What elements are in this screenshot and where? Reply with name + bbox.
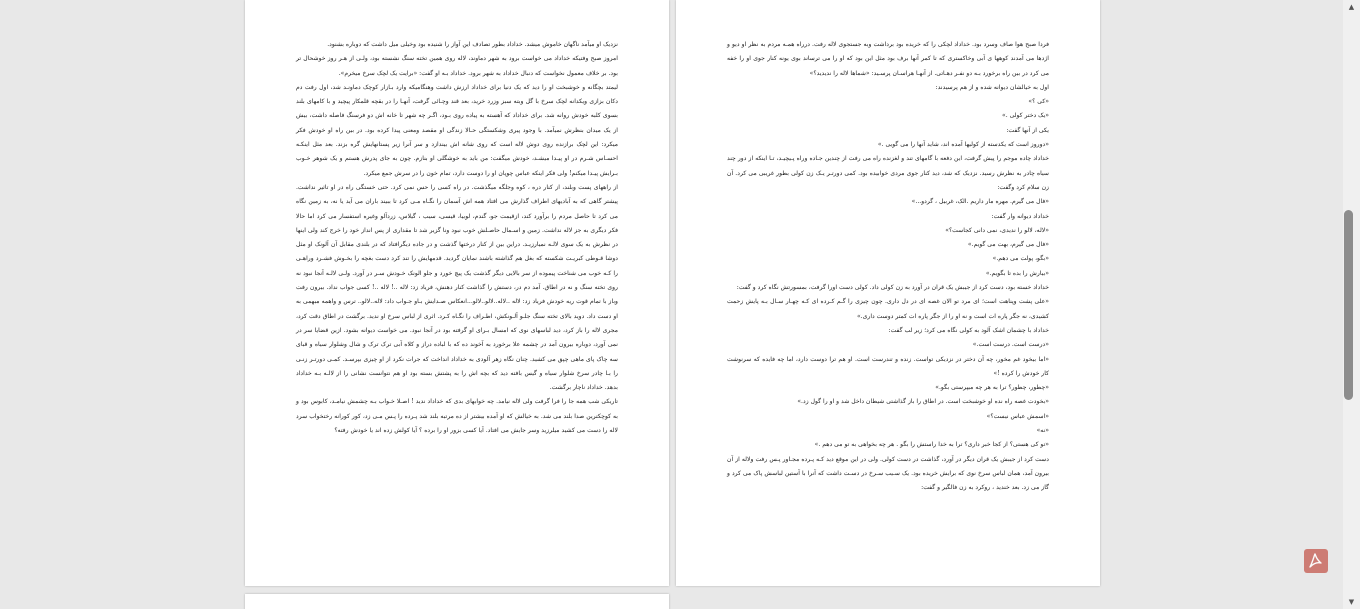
paragraph: «فال می گیرم. مهره مار داریم .الک، غربیل ، گردو...» [911, 198, 1049, 206]
paragraph: «اما بیخود غم مخور، چه آن دختر در نزدیکی تواست. زنده و تندرست است. او هم ترا دوست دارد، اما چه فایده که سرنوشت کار خودش را کرده !» [727, 355, 1049, 377]
paragraph: تاریکی شب همه جا را فرا گرفت ولی لاله نیامد. چه خوابهای بدی که خداداد ندید ! اصـلا خـواب بـه چشمش نیامـد، کابوس بود و به کوچکترین صدا بلند می شد. به خیالش که او آمده بیشتر از ده مرتبه بلند شد پـرده را پـس مـی زد، کور کورانه رختخواب سرد لاله را دست می کشید میلرزید وسر جایش می افتاد. آیا کسی بزور او را برده ؟ آیا کولش زده اند یا خودش رفته؟ [296, 398, 618, 435]
page-text-left [296, 38, 618, 438]
paragraph: «چطور، چطور؟ ترا به هر چه میپرستی بگو.» [935, 384, 1049, 392]
paragraph: خداداد خسته بود، دست کرد از جیبش یک قران در آورد به زن کولی داد. کولی دست اورا گرفت، بمسورتش نگاه کرد و گفت: [736, 284, 1049, 292]
paragraph: امروز صبح وفتیکه خداداد می خواست برود به شهر دماوند، لاله روی همین تخته سنگ نشسته بود، ولـی از هـر روز خوشحال تر بود. بر خلاف معمول نخواست که دنبال خداداد به شهر برود. خداداد بـه او گفت: «برایت یک لچک سرخ میخرم». [296, 55, 618, 77]
document-page-right [676, 0, 1100, 586]
document-page-left [245, 0, 669, 586]
paragraph: فردا صبح هوا صاف وسرد بود. خداداد لچکی را که خریده بود برداشت وبه جستجوی لاله رفت. درراه همـه مردم به نظر او دیو و اژدها می آمدند کوهها ی آبی وخاکستری که تا کمر آنها برف بود مثل این بود که او را می ترساند بوی یونه کنار جوی او را خفه می کرد در بین راه برخورد بـه دو نفـر دهـاتی. از آنهـا هراسـان پرسـید: «شماها لاله را ندیدید؟» [727, 41, 1049, 77]
paragraph: «بیارش را بده تا بگویم.» [985, 269, 1049, 277]
paragraph: خداداد دیوانه وار گفت: [991, 212, 1049, 220]
paragraph: نزدیک او میآمد ناگهان خاموش میشد. خداداد بطور تصادف این آواز را شنیده بود وخیلی میل داشت که دوباره بشنود. [327, 41, 618, 48]
paragraph: «بخودت غصه راه نده او خوشبخت است. در اطاق را باز گذاشتی شیطان داخل شد و او را گول زد.» [797, 398, 1049, 406]
paragraph: خداداد با چشمان اشک آلود به کولی نگاه می کرد؛ زیر لب گفت: [888, 326, 1049, 334]
paragraph: «نه» [1036, 427, 1049, 435]
paragraph: «تو کی هستی؟ از کجا خبر داری؟ ترا به خدا راستش را بگو . هر چه بخواهی به تو می دهم .» [814, 441, 1049, 449]
paragraph: «دوروز است که یکدسته از کولیها آمده اند، شاید آنها را می گویی .» [877, 141, 1049, 149]
chevron-up-icon[interactable]: ▲ [1348, 3, 1355, 11]
vertical-scrollbar[interactable] [1343, 0, 1360, 609]
paragraph: دست کرد از جیبش یک قران دیگر در آورد، گذاشت در دست کولی. ولی در این موقع دید کـه پـرده مجـاور پـس رفت ولاله از آن بیرون آمد، همان لباس سرخ نوی که برایش خریده بود. یک سـیب سـرخ در دسـت داشت که آنرا با آستین لباسش پاک می کرد و گاز می زد. بعد خندید ، روکرد به زن فالگیر و گفت: [727, 455, 1049, 492]
chevron-down-icon[interactable]: ▼ [1348, 598, 1355, 606]
paragraph: «کی ؟» [1028, 98, 1049, 106]
paragraph: «فال می گیرم، بهت می گویم.» [967, 241, 1049, 249]
page-text-right [727, 38, 1049, 496]
paragraph: یکی از آنها گفت: [1006, 126, 1049, 134]
scrollbar-thumb[interactable] [1344, 210, 1353, 400]
paragraph: «علی پشت وپناهت است؛ ای مرد تو الان غصه ای در دل داری. چون چیزی را گـم کـرده ای کـه چهـار سـال بـه پایش زحمت کشیدی، نه جگر پاره ات است و نه او را از جگر پاره ات کمتر دوست داری.» [727, 298, 1049, 320]
paragraph: خداداد چاده موجم را پیش گرفت، این دفعه با گامهای تند و لغزنده راه می رفت از چندین جـاده وراه پـیچیـد، تـا اینکه از دور چند سیاه چادر به نظرش رسید. نزدیک که شد، دید کنار جوی مردی خوابیده بود. کمی دورتـر یـک زن کولی بطور غریبی می کرد. آن زن سلام کرد وگفت: [727, 155, 1049, 191]
paragraph: «بگو، پولت می دهم.» [992, 255, 1049, 263]
paragraph: از راههای پست وبلند، از کنار دره ، کوه وجلگه میگذشت. در راه کسی را حس نمی کرد. حتی خستگی راه در او تاثیر نداشت. پیشتر گاهی که به آبادیهای اطراف گذارش می افتاد همه اش آسمان را نگـاه مـی کرد تا ببیند باران می آید یا نه، به زمین نگاه می کرد تا حاصل مردم را برآورد کند، ازقیمت جو، گندم، لوبیا، قیسی، سیب ، گیلاس، زردآلو وغیره استفسار می کرد اما حالا فکر دیگری به جز لاله نداشت. زمین و اسـمال حاصـلش خوب نبود ونا گزیر شد تا مقداری از پس انداز خود را خرج کند ولی اینها در نظرش به یک سوی لالـه نمیارزیـد. دراین بین از کنار درختها گذشت و در جاده دیگرافتاد که در بلندی مقابل آن آلونک او مثل دوشا قـوطی کبریـت شکسته که بغل هم گذاشته باشند نمایان گردید. قدمهایش را تند کرد دست بغچه را بخـوش فشـرد وراهـی را کـه خوب می شناخت پیموده از سر بالایی دیگر گذشت یک پیچ خورد و جلو الونک خـودش سـر در آورد. ولـی لالـه آنجا نبود نه روی تخته سنگ و نه در اطاق. آمد دم در، دستش را گذاشت کنار دهنش، فریاد زد: لاله ..! لاله ..! کسی جواب نداد. بیرون رفت وباز با تمام قوت ریه خودش فریاد زد: لاله ..لاله..لالو..لالو...انعکاس صـدایش بـاو جـواب داد: لاله..لالو.. ترس و واهمه مبهمی به او دست داد. دوید بالای تخته سنگ جلـو آلـونکش، اطـراف را نگـاه کـرد. اثری از لباس سرخ او ندید. برگشت در اطاق دقت کرد، مجری لاله را باز کرد، دید لباسهای نوی که امسال بـرای او گرفته بود در آنجا نبود. می خواست دیوانه بشود. ازین قضایا سر در نمی آورد، دوباره بیرون آمد در چشمه علا برخورد به آخوند ده که با لباده دراز و کلاه آبی ترک ترک و شال وشلوار سیاه و قبای سه چاک پای ماهی چپق می کشید. چنان نگاه زهر آلودی به خداداد انداخت که جرات نکرد از او چیزی بپرسـد. کمـی دورتـر زنـی را بـا چادر سرخ شلوار سیاه و گیس بافته دید که بچه اش را به پشتش بسته بود او هم نتوانست نشانی را از لالـه بـه خداداد بدهد. خداداد ناچار برگشت. [296, 183, 618, 392]
paragraph: «اسمش عباس نیست؟» [986, 412, 1049, 420]
document-page-next [245, 594, 669, 609]
paragraph: لیمتد بچگانه و خوشبخت او را دید که یک دنیا برای خداداد ارزش داشت وهنگامیکه وارد بـازار کوچک دماونـد شد، اول رفت دم دکان بزازی ویکدانه لچک سرخ با گل وبته سبز وزرد خرید، بعد قند وچـائی گرفت، آنهـا را در بقچه قلمکار پیچید و با کامهای بلند بسوی کلبه خودش روانه شد. برای خداداد که آهسته به پیاده روی بـود، اگـر چه شهر تا خانه اش دو فرسنگ فاصله داشت، بیش از یک میدان بنظرش نمیآمد. با وجود پیری وشکستگی حـالا زندگی او مقصد ومعنی پیدا کرده بود. در بین راه او خودش فکر میکرد: این لچک برازنده روی دوش لاله است که روی شانه اش بیندازد و سر آنرا زیر پستانهایش گره بزند. بعد مثل اینکـه احسـاس شـرم در او پیـدا میشـد، خودش میگفت: من باید به خوشگلی او بنازم. چون به جای پدرش هستم و یک شوهر خـوب بـرایش پیـدا میکنم! ولی فکر اینکه عباس چوپان او را دوست دارد، تمام خون را در سرش جمع میکرد. [296, 83, 618, 177]
pdf-download-button[interactable] [1304, 549, 1328, 573]
paragraph: «لاله، لالو را ندیدی، نمی دانی کجاست؟» [945, 226, 1049, 234]
adobe-pdf-icon [1304, 549, 1328, 573]
paragraph: اول به خیالشان دیوانه شده و از هم پرسیدند: [935, 83, 1049, 91]
paragraph: «یک دختر کولی .» [1001, 112, 1049, 120]
paragraph: «درست است. درست است.» [972, 341, 1049, 349]
